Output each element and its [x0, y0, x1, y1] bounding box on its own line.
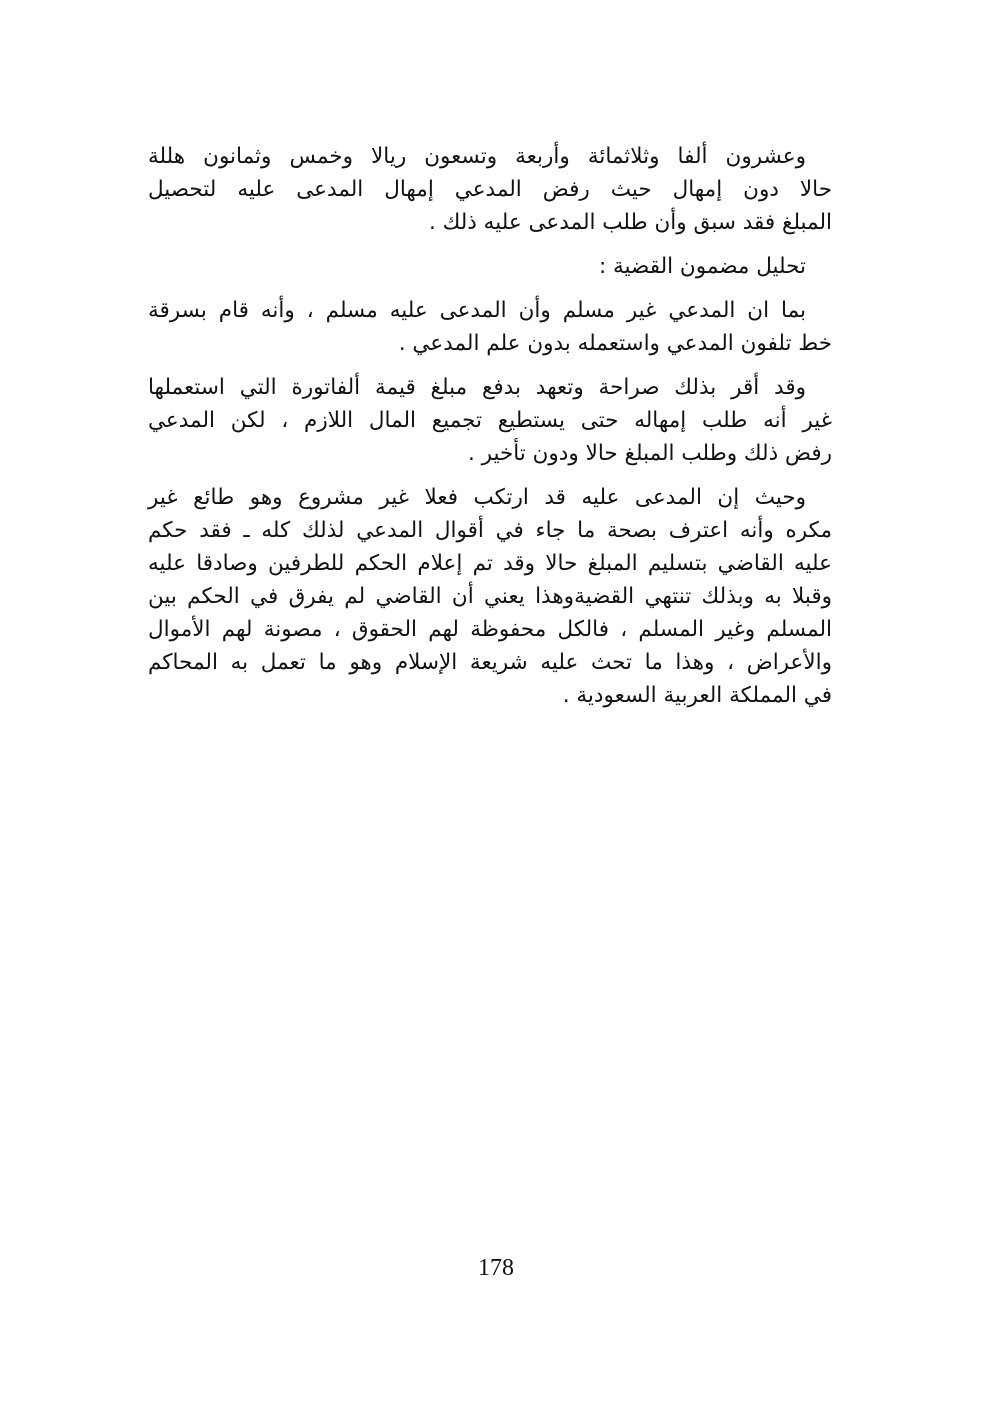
text-line: عليه القاضي بتسليم المبلغ حالا وقد تم إعلام الحكم للطرفين وصادقا عليه — [148, 551, 832, 576]
section-heading — [148, 250, 832, 283]
paragraph-4 — [148, 481, 832, 712]
paragraph-3 — [148, 371, 832, 470]
text-line: المبلغ فقد سبق وأن طلب المدعى عليه ذلك . — [428, 210, 832, 235]
text-line: وقد أقر بذلك صراحة وتعهد بدفع مبلغ قيمة ألفاتورة التي استعملها — [148, 375, 806, 400]
text-line: المسلم وغير المسلم ، فالكل محفوظة لهم الحقوق ، مصونة لهم الأموال — [148, 617, 832, 642]
text-line: وقبلا به وبذلك تنتهي القضيةوهذا يعني أن القاضي لم يفرق في الحكم بين — [148, 584, 832, 609]
paragraph-1 — [148, 140, 832, 239]
text-line: حالا دون إمهال حيث رفض المدعي إمهال المدعى عليه لتحصيل — [148, 177, 832, 202]
text-line: في المملكة العربية السعودية . — [562, 683, 832, 708]
text-line: مكره وأنه اعترف بصحة ما جاء في أقوال المدعي لذلك كله ـ فقد حكم — [148, 518, 832, 543]
text-line: خط تلفون المدعي واستعمله بدون علم المدعي . — [398, 331, 832, 356]
text-line: غير أنه طلب إمهاله حتى يستطيع تجميع المال اللازم ، لكن المدعي — [148, 408, 832, 433]
text-line: وعشرون ألفا وثلاثمائة وأربعة وتسعون ريالا وخمس وثمانون هللة — [148, 144, 806, 169]
paragraph-2 — [148, 294, 832, 360]
text-line: والأعراض ، وهذا ما تحث عليه شريعة الإسلام وهو ما تعمل به المحاكم — [148, 650, 832, 675]
page-body — [148, 140, 832, 723]
heading-text: تحليل مضمون القضية : — [598, 254, 806, 279]
text-line: وحيث إن المدعى عليه قد ارتكب فعلا غير مشروع وهو طائع غير — [148, 485, 806, 510]
page-number: 178 — [478, 1255, 514, 1281]
text-line: رفض ذلك وطلب المبلغ حالا ودون تأخير . — [467, 441, 832, 466]
text-line: بما ان المدعي غير مسلم وأن المدعى عليه مسلم ، وأنه قام بسرقة — [148, 298, 806, 323]
